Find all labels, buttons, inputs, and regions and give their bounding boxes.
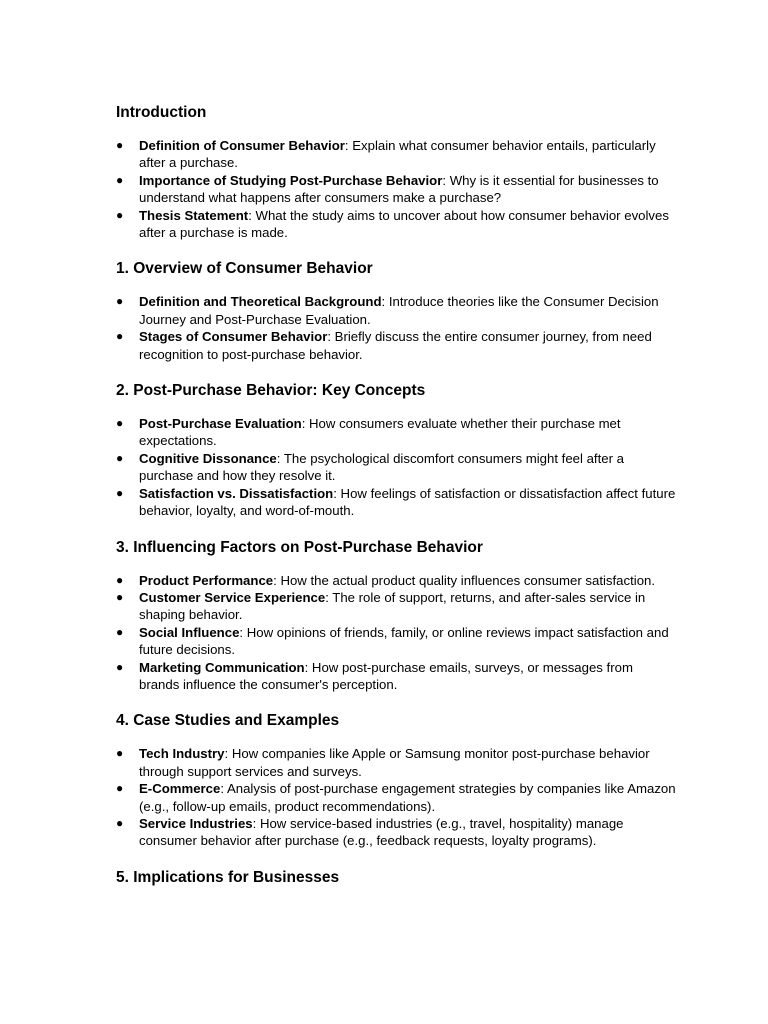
section-implications (116, 868, 676, 888)
bullet-list (116, 415, 676, 519)
list-item (116, 207, 676, 242)
list-item (116, 780, 676, 815)
item-term: Thesis Statement (139, 207, 249, 223)
section-overview (116, 259, 676, 363)
list-item (116, 745, 676, 780)
item-text: : How the actual product quality influences consumer satisfaction. (273, 572, 656, 588)
bullet-list (116, 293, 676, 363)
item-text: : Briefly discuss the entire consumer journey, from need recognition to post-purchase behavior. (139, 329, 652, 362)
item-text: : How feelings of satisfaction or dissatisfaction affect future behavior, loyalty, and word-of-mouth. (139, 485, 676, 519)
list-item (116, 624, 676, 659)
list-item (116, 172, 676, 207)
item-term: Cognitive Dissonance (139, 450, 277, 466)
bullet-list (116, 572, 676, 694)
item-term: Stages of Consumer Behavior (139, 329, 328, 345)
item-term: Product Performance (139, 572, 274, 588)
section-case-studies (116, 711, 676, 849)
bullet-list (116, 745, 676, 849)
section-introduction (116, 103, 676, 241)
item-text: : How companies like Apple or Samsung monitor post-purchase behavior through support services and surveys. (139, 746, 650, 779)
bullet-icon: ● (116, 485, 124, 500)
bullet-icon: ● (116, 589, 124, 604)
item-term: Satisfaction vs. Dissatisfaction (139, 485, 334, 501)
item-term: Post-Purchase Evaluation (139, 416, 302, 432)
item-term: Social Influence (139, 624, 240, 640)
item-term: Definition and Theoretical Background (139, 294, 382, 310)
section-heading: 3. Influencing Factors on Post-Purchase Behavior (116, 538, 483, 556)
list-item (116, 415, 676, 450)
item-text: : Introduce theories like the Consumer Decision Journey and Post-Purchase Evaluation. (139, 294, 659, 327)
item-term: Customer Service Experience (139, 589, 326, 605)
bullet-list (116, 137, 676, 241)
section-key-concepts (116, 381, 676, 519)
item-text: : The psychological discomfort consumers might feel after a purchase and how they resolve it. (139, 450, 624, 484)
item-term: Tech Industry (139, 746, 225, 762)
item-term: E-Commerce (139, 781, 221, 797)
section-heading: 4. Case Studies and Examples (116, 712, 340, 730)
bullet-icon: ● (116, 172, 124, 187)
list-item (116, 450, 676, 485)
bullet-icon: ● (116, 815, 124, 830)
bullet-icon: ● (116, 572, 124, 587)
section-heading: Introduction (116, 104, 207, 121)
bullet-icon: ● (116, 138, 124, 152)
bullet-icon: ● (116, 294, 124, 309)
bullet-icon: ● (116, 450, 124, 465)
item-term: Importance of Studying Post-Purchase Behavior (139, 172, 443, 188)
bullet-icon: ● (116, 746, 124, 761)
item-term: Marketing Communication (139, 659, 305, 675)
bullet-icon: ● (116, 207, 124, 222)
list-item (116, 485, 676, 520)
bullet-icon: ● (116, 624, 124, 639)
list-item (116, 328, 676, 363)
bullet-icon: ● (116, 329, 124, 344)
item-text: : The role of support, returns, and after-sales service in shaping behavior. (139, 589, 646, 623)
item-term: Definition of Consumer Behavior (139, 138, 345, 153)
list-item (116, 815, 676, 850)
list-item (116, 659, 676, 694)
item-text: : How service-based industries (e.g., travel, hospitality) manage consumer behavior after purchase (e.g., feedback requests, loyalty programs). (139, 815, 624, 849)
item-text: : How post-purchase emails, surveys, or messages from brands influence the consumer's perception. (139, 659, 633, 692)
item-term: Service Industries (139, 815, 253, 831)
item-text: : How opinions of friends, family, or online reviews impact satisfaction and future decisions. (139, 624, 669, 658)
section-heading: 5. Implications for Businesses (116, 868, 340, 886)
section-influencing-factors (116, 538, 676, 694)
item-text: : How consumers evaluate whether their purchase met expectations. (139, 416, 621, 449)
item-text: : Analysis of post-purchase engagement strategies by companies like Amazon (e.g., follow-up emails, product recommendations). (139, 781, 676, 814)
list-item (116, 589, 676, 624)
bullet-icon: ● (116, 781, 124, 796)
list-item (116, 572, 676, 589)
list-item (116, 293, 676, 328)
bullet-icon: ● (116, 659, 124, 674)
section-heading: 1. Overview of Consumer Behavior (116, 260, 373, 278)
bullet-icon: ● (116, 416, 124, 431)
item-text: : Why is it essential for businesses to understand what happens after consumers make a purchase? (139, 172, 659, 206)
section-heading: 2. Post-Purchase Behavior: Key Concepts (116, 382, 426, 400)
item-text: : Explain what consumer behavior entails, particularly after a purchase. (139, 138, 656, 171)
document-page (116, 103, 676, 906)
item-text: : What the study aims to uncover about how consumer behavior evolves after a purchase is made. (139, 207, 669, 241)
list-item (116, 137, 676, 172)
